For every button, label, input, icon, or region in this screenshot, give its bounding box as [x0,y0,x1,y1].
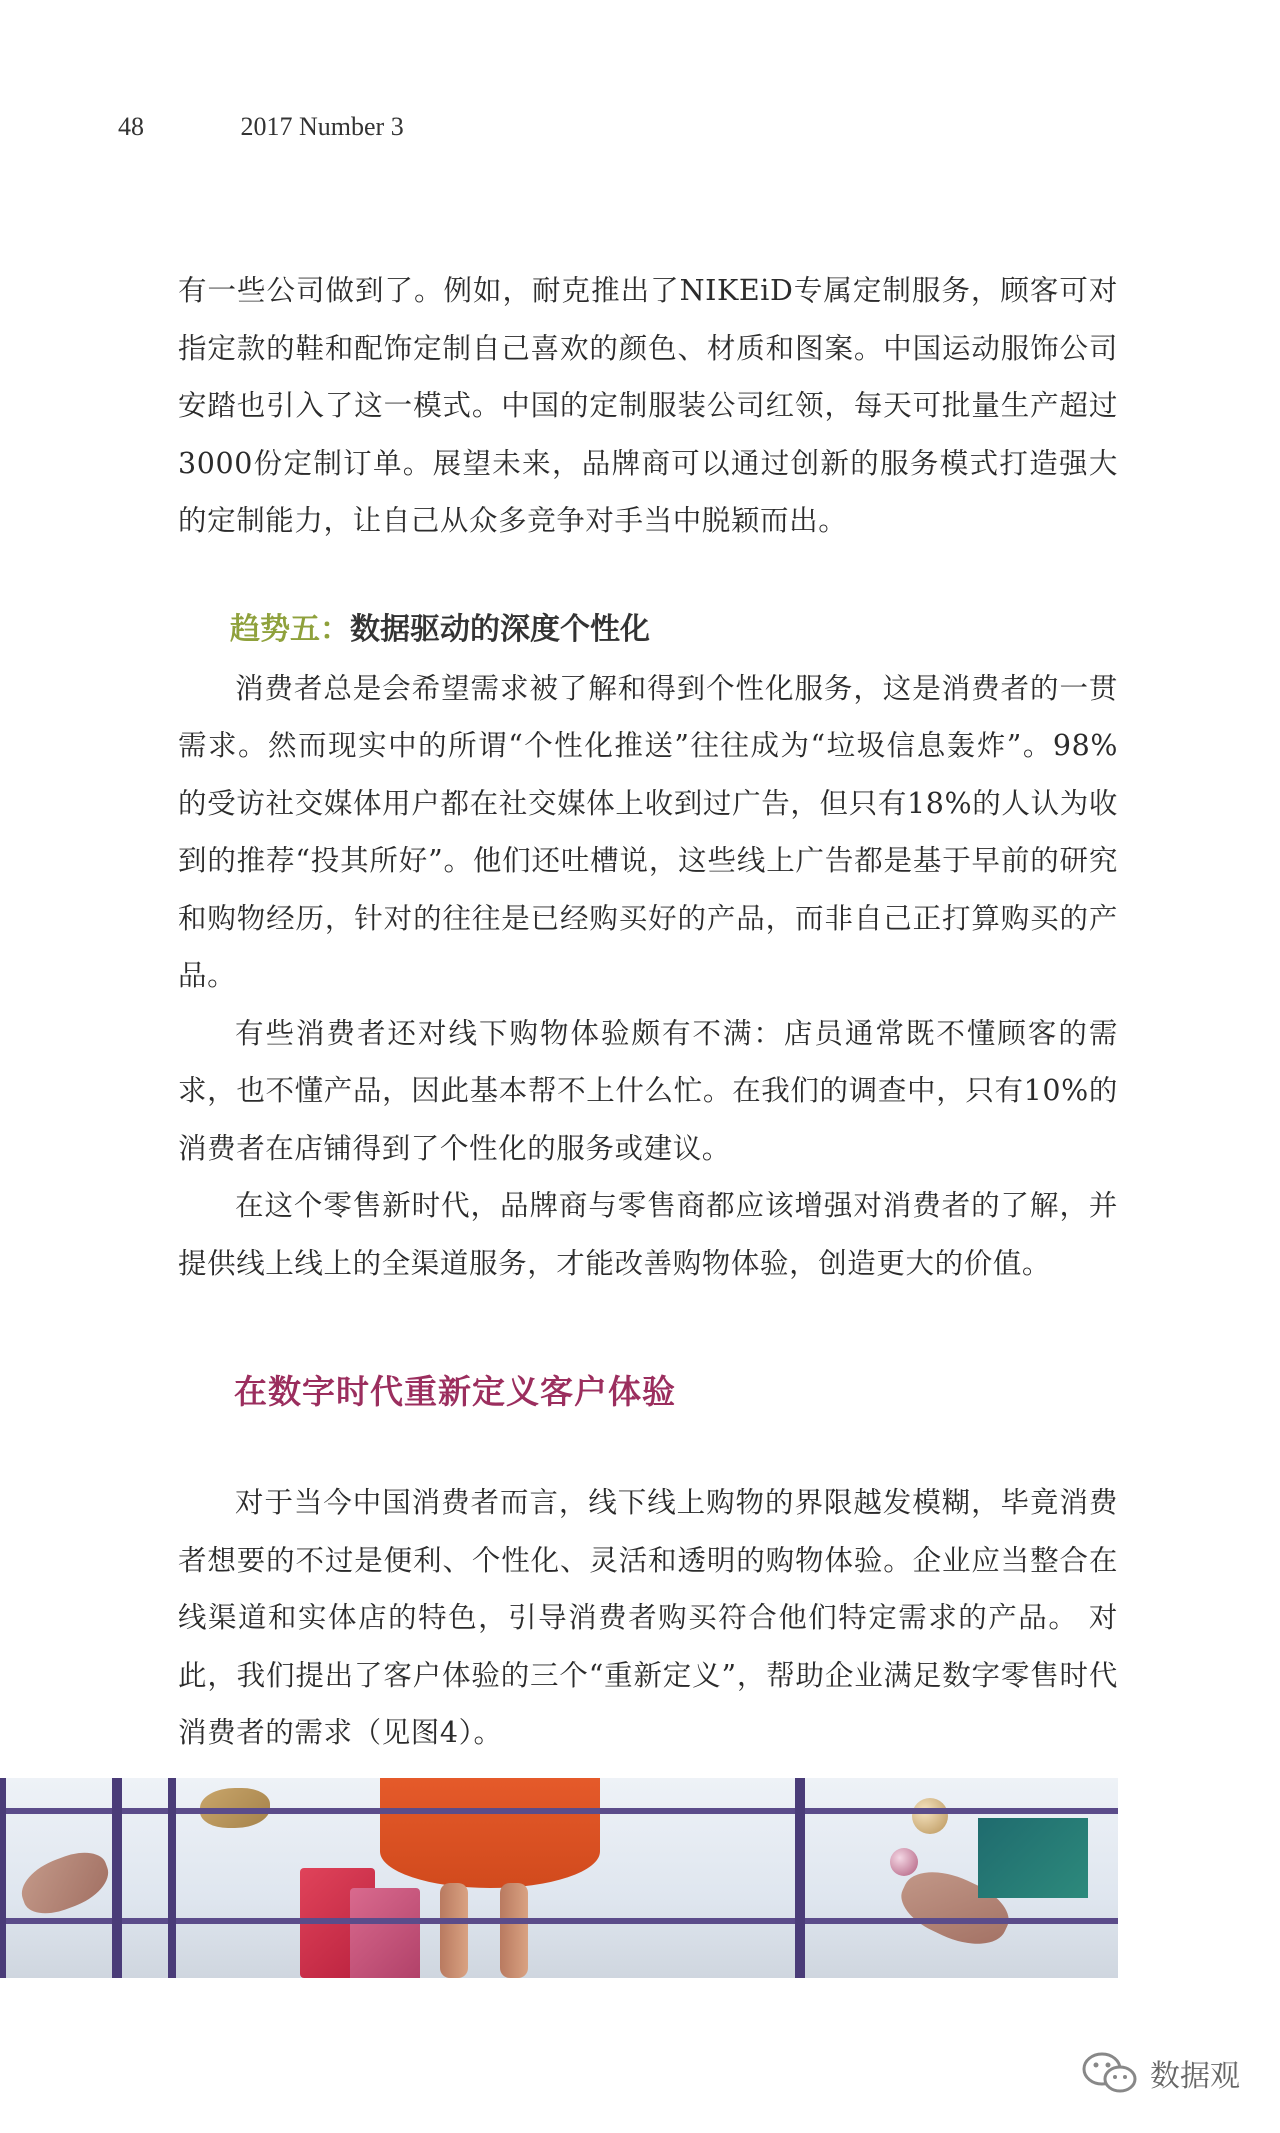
window-frame [0,1778,6,1978]
chapter-heading: 在数字时代重新定义客户体验 [234,1372,676,1411]
window-frame [112,1778,122,1978]
trend-colon: ： [320,611,350,647]
trend-label: 趋势五 [230,611,320,647]
window-frame [795,1778,805,1978]
trend-paragraph: 有些消费者还对线下购物体验颇有不满：店员通常既不懂顾客的需求，也不懂产品，因此基本帮不上什么忙。在我们的调查中，只有10%的消费者在店铺得到了个性化的服务或建议。 [178,1016,1118,1165]
window-frame [168,1778,176,1978]
shopping-bag [350,1888,420,1978]
watermark-text: 数据观 [1150,2059,1240,2094]
trend-title: 数据驱动的深度个性化 [350,611,650,647]
shoe-shape [14,1844,116,1922]
dress-shape [380,1778,600,1888]
page-header [118,112,404,142]
wechat-icon [1080,2049,1140,2097]
gift-box [978,1818,1088,1898]
trend-paragraph: 在这个零售新时代，品牌商与零售商都应该增强对消费者的了解，并提供线上线上的全渠道服务，才能改善购物体验，创造更大的价值。 [178,1189,1118,1280]
leg-shape [440,1883,468,1978]
ornament [890,1848,918,1876]
trend-five-heading [230,600,1118,660]
watermark [1080,2049,1240,2097]
issue-label: 2017 Number 3 [240,112,404,141]
page-number: 48 [118,112,144,141]
article-body [178,262,1118,1762]
chapter-paragraph: 对于当今中国消费者而言，线下线上购物的界限越发模糊，毕竟消费者想要的不过是便利、个性化、灵活和透明的购物体验。企业应当整合在线渠道和实体店的特色，引导消费者购买符合他们特定需求的产品。 对此，我们提出了客户体验的三个“重新定义”，帮助企业满足数字零售时代消费者的需求（见图4）。 [178,1486,1118,1749]
intro-paragraph: 有一些公司做到了。例如，耐克推出了NIKEiD专属定制服务，顾客可对指定款的鞋和配饰定制自己喜欢的颜色、材质和图案。中国运动服饰公司安踏也引入了这一模式。中国的定制服装公司红领，每天可批量生产超过3000份定制订单。展望未来，品牌商可以通过创新的服务模式打造强大的定制能力，让自己从众多竞争对手当中脱颖而出。 [178,274,1118,537]
shopping-banner-image [0,1778,1118,1978]
trend-paragraph: 消费者总是会希望需求被了解和得到个性化服务，这是消费者的一贯需求。然而现实中的所谓“个性化推送”往往成为“垃圾信息轰炸”。98%的受访社交媒体用户都在社交媒体上收到过广告，但只有18%的人认为收到的推荐“投其所好”。他们还吐槽说，这些线上广告都是基于早前的研究和购物经历，针对的往往是已经购买好的产品，而非自己正打算购买的产品。 [178,671,1118,992]
ornament [912,1798,948,1834]
leg-shape [500,1883,528,1978]
